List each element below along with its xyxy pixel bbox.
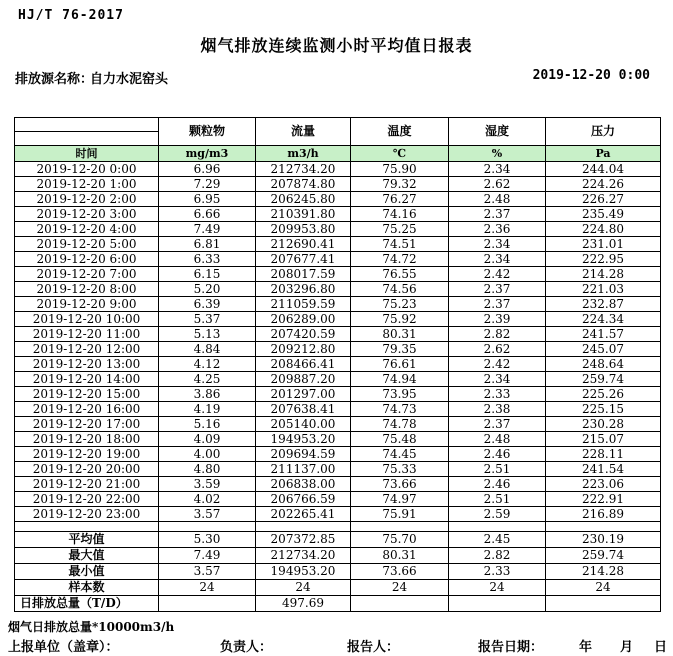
table-row xyxy=(15,207,661,222)
spacer-cell xyxy=(15,522,159,532)
header-row-1 xyxy=(15,118,661,132)
value-cell: 74.78 xyxy=(351,417,449,432)
table-row xyxy=(15,267,661,282)
year-label: 年 xyxy=(579,640,593,655)
time-cell: 2019-12-20 23:00 xyxy=(15,507,159,522)
value-cell: 2.34 xyxy=(449,162,546,177)
time-cell: 2019-12-20 20:00 xyxy=(15,462,159,477)
unit-row xyxy=(15,146,661,162)
summary-row xyxy=(15,580,661,596)
day-label: 日 xyxy=(654,640,668,655)
value-cell: 2.33 xyxy=(449,387,546,402)
value-cell: 75.23 xyxy=(351,297,449,312)
value-cell: 206245.80 xyxy=(256,192,351,207)
value-cell: 76.27 xyxy=(351,192,449,207)
column-header: 流量 xyxy=(256,118,351,146)
value-cell: 221.03 xyxy=(546,282,661,297)
value-cell: 259.74 xyxy=(546,372,661,387)
value-cell: 4.19 xyxy=(159,402,256,417)
summary-value-cell: 207372.85 xyxy=(256,532,351,548)
value-cell: 2.34 xyxy=(449,372,546,387)
summary-label-cell: 平均值 xyxy=(15,532,159,548)
value-cell: 79.32 xyxy=(351,177,449,192)
value-cell: 5.37 xyxy=(159,312,256,327)
value-cell: 224.34 xyxy=(546,312,661,327)
value-cell: 7.49 xyxy=(159,222,256,237)
value-cell: 212690.41 xyxy=(256,237,351,252)
unit-cell: m3/h xyxy=(256,146,351,162)
time-cell: 2019-12-20 1:00 xyxy=(15,177,159,192)
value-cell: 6.66 xyxy=(159,207,256,222)
column-header: 温度 xyxy=(351,118,449,146)
value-cell: 202265.41 xyxy=(256,507,351,522)
value-cell: 209953.80 xyxy=(256,222,351,237)
value-cell: 4.25 xyxy=(159,372,256,387)
spacer-cell xyxy=(546,522,661,532)
value-cell: 224.80 xyxy=(546,222,661,237)
value-cell: 2.46 xyxy=(449,447,546,462)
value-cell: 5.16 xyxy=(159,417,256,432)
value-cell: 224.26 xyxy=(546,177,661,192)
summary-value-cell: 2.82 xyxy=(449,548,546,564)
time-cell: 2019-12-20 3:00 xyxy=(15,207,159,222)
summary-value-cell: 24 xyxy=(256,580,351,596)
table-row xyxy=(15,177,661,192)
table-row xyxy=(15,507,661,522)
table-row xyxy=(15,387,661,402)
value-cell: 209212.80 xyxy=(256,342,351,357)
value-cell: 76.55 xyxy=(351,267,449,282)
summary-label-cell: 最小值 xyxy=(15,564,159,580)
table-row xyxy=(15,432,661,447)
table-row xyxy=(15,492,661,507)
summary-value-cell: 3.57 xyxy=(159,564,256,580)
value-cell: 6.39 xyxy=(159,297,256,312)
value-cell: 2.82 xyxy=(449,327,546,342)
value-cell: 215.07 xyxy=(546,432,661,447)
value-cell: 211137.00 xyxy=(256,462,351,477)
value-cell: 207874.80 xyxy=(256,177,351,192)
summary-row xyxy=(15,564,661,580)
summary-label-cell: 最大值 xyxy=(15,548,159,564)
summary-value-cell: 5.30 xyxy=(159,532,256,548)
value-cell: 209694.59 xyxy=(256,447,351,462)
unit-cell: Pa xyxy=(546,146,661,162)
value-cell: 6.33 xyxy=(159,252,256,267)
value-cell: 2.37 xyxy=(449,282,546,297)
value-cell: 211059.59 xyxy=(256,297,351,312)
value-cell: 225.15 xyxy=(546,402,661,417)
value-cell: 235.49 xyxy=(546,207,661,222)
value-cell: 194953.20 xyxy=(256,432,351,447)
value-cell: 6.96 xyxy=(159,162,256,177)
table-row xyxy=(15,297,661,312)
time-cell: 2019-12-20 4:00 xyxy=(15,222,159,237)
value-cell: 74.94 xyxy=(351,372,449,387)
value-cell: 225.26 xyxy=(546,387,661,402)
value-cell: 208017.59 xyxy=(256,267,351,282)
table-row xyxy=(15,252,661,267)
value-cell: 2.59 xyxy=(449,507,546,522)
value-cell: 2.38 xyxy=(449,402,546,417)
time-cell: 2019-12-20 11:00 xyxy=(15,327,159,342)
value-cell: 228.11 xyxy=(546,447,661,462)
time-cell: 2019-12-20 16:00 xyxy=(15,402,159,417)
spacer-cell xyxy=(351,522,449,532)
value-cell: 4.12 xyxy=(159,357,256,372)
value-cell: 74.45 xyxy=(351,447,449,462)
summary-value-cell: 2.45 xyxy=(449,532,546,548)
value-cell: 73.66 xyxy=(351,477,449,492)
summary-value-cell: 7.49 xyxy=(159,548,256,564)
value-cell: 74.97 xyxy=(351,492,449,507)
summary-value-cell: 230.19 xyxy=(546,532,661,548)
table-row xyxy=(15,462,661,477)
time-cell: 2019-12-20 6:00 xyxy=(15,252,159,267)
reporter-label: 报告人： xyxy=(347,640,400,655)
report-date-label: 报告日期： xyxy=(478,640,544,655)
table-row xyxy=(15,357,661,372)
value-cell: 75.25 xyxy=(351,222,449,237)
value-cell: 207420.59 xyxy=(256,327,351,342)
value-cell: 2.37 xyxy=(449,297,546,312)
value-cell: 2.48 xyxy=(449,192,546,207)
source-name-label: 排放源名称： xyxy=(15,72,94,87)
value-cell: 214.28 xyxy=(546,267,661,282)
value-cell: 2.34 xyxy=(449,252,546,267)
value-cell: 209887.20 xyxy=(256,372,351,387)
table-row xyxy=(15,447,661,462)
value-cell: 232.87 xyxy=(546,297,661,312)
value-cell: 2.37 xyxy=(449,417,546,432)
spacer-cell xyxy=(159,522,256,532)
time-cell: 2019-12-20 9:00 xyxy=(15,297,159,312)
summary-value-cell: 259.74 xyxy=(546,548,661,564)
summary-value-cell xyxy=(546,596,661,612)
time-cell: 2019-12-20 17:00 xyxy=(15,417,159,432)
time-cell: 2019-12-20 15:00 xyxy=(15,387,159,402)
manager-label: 负责人： xyxy=(220,640,273,655)
value-cell: 5.20 xyxy=(159,282,256,297)
value-cell: 73.95 xyxy=(351,387,449,402)
value-cell: 4.84 xyxy=(159,342,256,357)
value-cell: 244.04 xyxy=(546,162,661,177)
value-cell: 201297.00 xyxy=(256,387,351,402)
value-cell: 7.29 xyxy=(159,177,256,192)
value-cell: 230.28 xyxy=(546,417,661,432)
table-row xyxy=(15,192,661,207)
time-cell: 2019-12-20 19:00 xyxy=(15,447,159,462)
value-cell: 74.73 xyxy=(351,402,449,417)
page-title: 烟气排放连续监测小时平均值日报表 xyxy=(200,36,473,55)
table-row xyxy=(15,222,661,237)
value-cell: 2.46 xyxy=(449,477,546,492)
report-table-body xyxy=(15,162,661,612)
summary-value-cell: 24 xyxy=(159,580,256,596)
value-cell: 203296.80 xyxy=(256,282,351,297)
summary-value-cell: 194953.20 xyxy=(256,564,351,580)
report-unit-label: 上报单位（盖章）： xyxy=(8,640,119,655)
unit-cell: ℃ xyxy=(351,146,449,162)
value-cell: 208466.41 xyxy=(256,357,351,372)
value-cell: 206838.00 xyxy=(256,477,351,492)
column-header: 颗粒物 xyxy=(159,118,256,146)
summary-value-cell: 2.33 xyxy=(449,564,546,580)
time-cell: 2019-12-20 5:00 xyxy=(15,237,159,252)
unit-cell: mg/m3 xyxy=(159,146,256,162)
summary-value-cell: 73.66 xyxy=(351,564,449,580)
summary-value-cell xyxy=(351,596,449,612)
table-row xyxy=(15,327,661,342)
column-header: 压力 xyxy=(546,118,661,146)
time-cell: 2019-12-20 2:00 xyxy=(15,192,159,207)
time-cell: 2019-12-20 14:00 xyxy=(15,372,159,387)
value-cell: 2.48 xyxy=(449,432,546,447)
value-cell: 2.42 xyxy=(449,267,546,282)
unit-cell: % xyxy=(449,146,546,162)
value-cell: 75.92 xyxy=(351,312,449,327)
spacer-cell xyxy=(256,522,351,532)
month-label: 月 xyxy=(620,640,634,655)
source-name-value: 自力水泥窑头 xyxy=(90,72,169,87)
value-cell: 3.57 xyxy=(159,507,256,522)
value-cell: 76.61 xyxy=(351,357,449,372)
total-emission-footnote: 烟气日排放总量*10000m3/h xyxy=(8,620,175,634)
value-cell: 3.59 xyxy=(159,477,256,492)
spacer-row xyxy=(15,522,661,532)
value-cell: 207677.41 xyxy=(256,252,351,267)
time-cell: 2019-12-20 10:00 xyxy=(15,312,159,327)
standard-code: HJ/T 76-2017 xyxy=(18,8,124,23)
summary-value-cell: 497.69 xyxy=(256,596,351,612)
table-row xyxy=(15,477,661,492)
value-cell: 4.00 xyxy=(159,447,256,462)
summary-value-cell: 24 xyxy=(351,580,449,596)
summary-value-cell: 214.28 xyxy=(546,564,661,580)
value-cell: 74.72 xyxy=(351,252,449,267)
value-cell: 74.51 xyxy=(351,237,449,252)
summary-row xyxy=(15,548,661,564)
value-cell: 6.95 xyxy=(159,192,256,207)
table-row xyxy=(15,402,661,417)
table-row xyxy=(15,282,661,297)
value-cell: 226.27 xyxy=(546,192,661,207)
time-header-cell: 时间 xyxy=(15,146,159,162)
value-cell: 75.48 xyxy=(351,432,449,447)
value-cell: 75.33 xyxy=(351,462,449,477)
summary-value-cell: 24 xyxy=(546,580,661,596)
value-cell: 4.09 xyxy=(159,432,256,447)
value-cell: 79.35 xyxy=(351,342,449,357)
time-cell: 2019-12-20 18:00 xyxy=(15,432,159,447)
value-cell: 2.62 xyxy=(449,342,546,357)
summary-value-cell: 75.70 xyxy=(351,532,449,548)
value-cell: 206766.59 xyxy=(256,492,351,507)
value-cell: 222.95 xyxy=(546,252,661,267)
spacer-cell xyxy=(449,522,546,532)
value-cell: 2.42 xyxy=(449,357,546,372)
value-cell: 206289.00 xyxy=(256,312,351,327)
value-cell: 241.57 xyxy=(546,327,661,342)
summary-label-cell: 样本数 xyxy=(15,580,159,596)
table-row xyxy=(15,372,661,387)
value-cell: 2.37 xyxy=(449,207,546,222)
value-cell: 4.80 xyxy=(159,462,256,477)
summary-value-cell: 24 xyxy=(449,580,546,596)
value-cell: 2.51 xyxy=(449,462,546,477)
summary-value-cell xyxy=(449,596,546,612)
value-cell: 207638.41 xyxy=(256,402,351,417)
value-cell: 241.54 xyxy=(546,462,661,477)
table-row xyxy=(15,312,661,327)
value-cell: 2.34 xyxy=(449,237,546,252)
time-cell: 2019-12-20 21:00 xyxy=(15,477,159,492)
summary-value-cell: 80.31 xyxy=(351,548,449,564)
summary-value-cell: 212734.20 xyxy=(256,548,351,564)
time-cell: 2019-12-20 13:00 xyxy=(15,357,159,372)
value-cell: 231.01 xyxy=(546,237,661,252)
summary-value-cell xyxy=(159,596,256,612)
value-cell: 248.64 xyxy=(546,357,661,372)
value-cell: 223.06 xyxy=(546,477,661,492)
table-row xyxy=(15,162,661,177)
value-cell: 74.56 xyxy=(351,282,449,297)
summary-row xyxy=(15,596,661,612)
value-cell: 2.51 xyxy=(449,492,546,507)
value-cell: 245.07 xyxy=(546,342,661,357)
time-cell: 2019-12-20 12:00 xyxy=(15,342,159,357)
time-cell: 2019-12-20 7:00 xyxy=(15,267,159,282)
table-row xyxy=(15,417,661,432)
report-table xyxy=(14,117,661,612)
header-empty-cell-bottom xyxy=(15,132,159,146)
value-cell: 3.86 xyxy=(159,387,256,402)
value-cell: 2.36 xyxy=(449,222,546,237)
value-cell: 212734.20 xyxy=(256,162,351,177)
value-cell: 4.02 xyxy=(159,492,256,507)
report-datetime: 2019-12-20 0:00 xyxy=(532,68,650,83)
value-cell: 222.91 xyxy=(546,492,661,507)
value-cell: 80.31 xyxy=(351,327,449,342)
value-cell: 210391.80 xyxy=(256,207,351,222)
value-cell: 216.89 xyxy=(546,507,661,522)
value-cell: 205140.00 xyxy=(256,417,351,432)
time-cell: 2019-12-20 22:00 xyxy=(15,492,159,507)
value-cell: 75.91 xyxy=(351,507,449,522)
value-cell: 6.15 xyxy=(159,267,256,282)
table-row xyxy=(15,342,661,357)
summary-label-cell: 日排放总量（T/D） xyxy=(15,596,159,612)
value-cell: 5.13 xyxy=(159,327,256,342)
value-cell: 2.39 xyxy=(449,312,546,327)
summary-row xyxy=(15,532,661,548)
time-cell: 2019-12-20 8:00 xyxy=(15,282,159,297)
header-empty-cell-top xyxy=(15,118,159,132)
table-row xyxy=(15,237,661,252)
value-cell: 75.90 xyxy=(351,162,449,177)
value-cell: 2.62 xyxy=(449,177,546,192)
time-cell: 2019-12-20 0:00 xyxy=(15,162,159,177)
column-header: 湿度 xyxy=(449,118,546,146)
value-cell: 6.81 xyxy=(159,237,256,252)
value-cell: 74.16 xyxy=(351,207,449,222)
